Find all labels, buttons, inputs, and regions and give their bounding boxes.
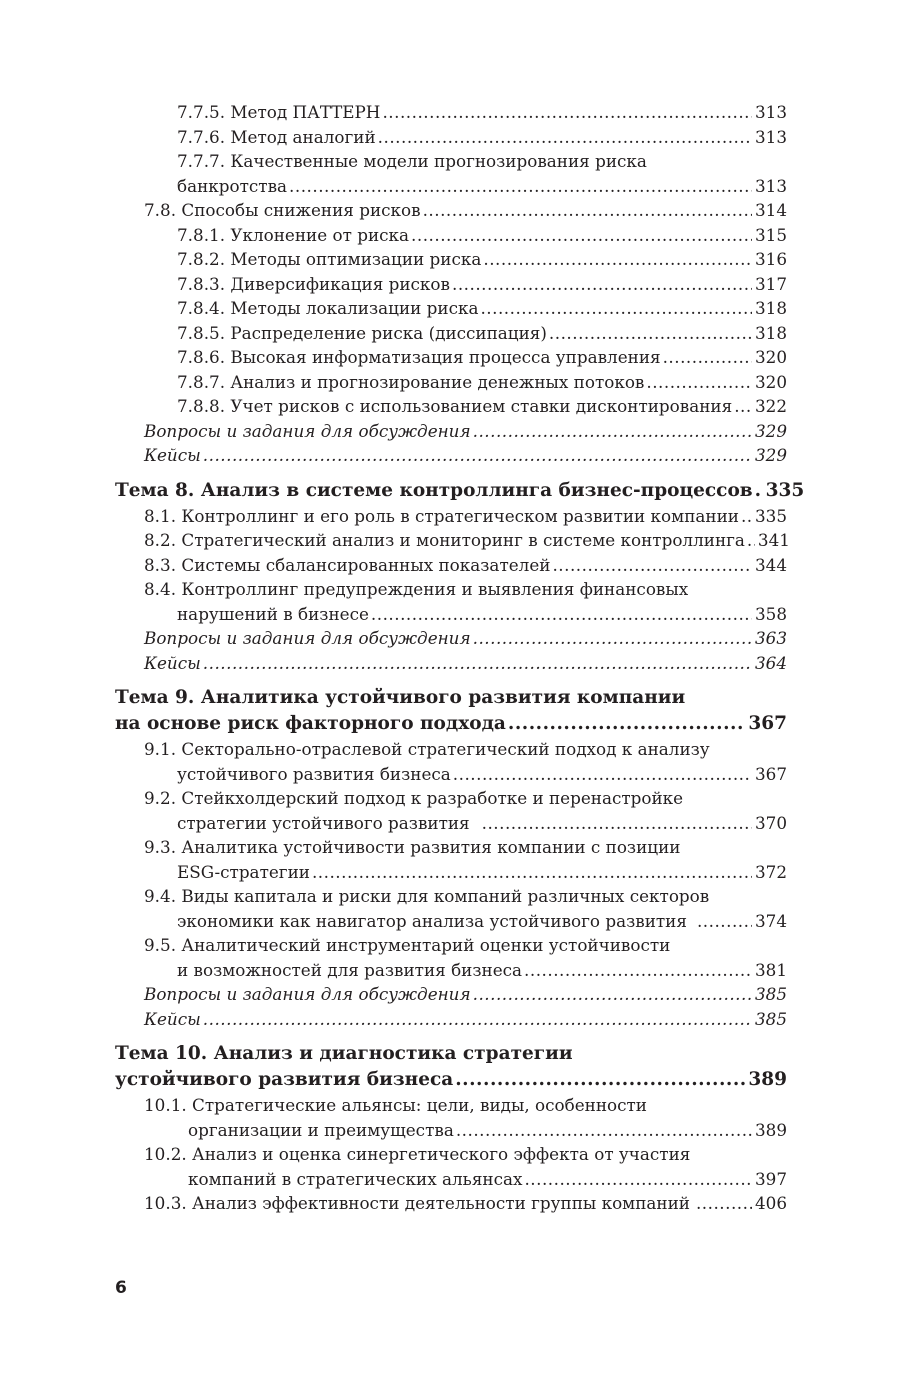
dot-leader xyxy=(549,321,752,346)
toc-entry-page: 313 xyxy=(754,126,787,147)
toc-chapter-title: Тема 8. Анализ в системе контроллинга бизнес-процессов xyxy=(115,479,753,501)
toc-entry-title: Вопросы и задания для обсуждения xyxy=(144,420,471,441)
toc-entry[interactable] xyxy=(115,884,787,933)
toc-entry-title: 7.8.1. Уклонение от риска xyxy=(177,224,410,245)
toc-entry[interactable] xyxy=(115,394,787,419)
toc-chapter[interactable] xyxy=(115,685,787,737)
toc-entry-title-line1: 9.4. Виды капитала и риски для компаний различных секторов xyxy=(144,886,710,906)
toc-entry-line2 xyxy=(115,762,787,787)
toc-entry-title-line1: 10.2. Анализ и оценка синергетического эффекта от участия xyxy=(144,1144,691,1164)
toc-entry-page: 313 xyxy=(754,175,787,196)
dot-leader xyxy=(473,626,752,651)
dot-leader xyxy=(289,174,752,199)
toc-entry-page: 314 xyxy=(754,200,787,220)
toc-entry-title: 7.8.5. Распределение риска (диссипация) xyxy=(177,322,547,343)
toc-entry-title: 7.7.6. Метод аналогий xyxy=(177,126,376,147)
toc-chapter-page: 335 xyxy=(765,479,805,501)
toc-entry-title-line1: 9.2. Стейкхолдерский подход к разработке и перенастройке xyxy=(144,788,684,808)
toc-entry-title: Кейсы xyxy=(144,445,201,465)
toc-entry-page: 385 xyxy=(754,984,787,1004)
dot-leader xyxy=(312,860,752,885)
toc-entry[interactable] xyxy=(115,933,787,982)
toc-entry-page: 341 xyxy=(757,530,790,550)
dot-leader xyxy=(697,909,752,934)
toc-entry-page: 389 xyxy=(754,1119,787,1140)
toc-entry-title-line1: 10.1. Стратегические альянсы: цели, виды, особенности xyxy=(144,1095,647,1115)
toc-entry[interactable] xyxy=(115,1191,787,1216)
toc-entry[interactable] xyxy=(115,1093,787,1142)
toc-chapter-title: на основе риск факторного подхода xyxy=(115,713,506,734)
toc-entry-title: 7.8.2. Методы оптимизации риска xyxy=(177,249,482,269)
toc-entry-page: 318 xyxy=(754,298,787,318)
toc-entry[interactable] xyxy=(115,149,787,198)
toc-entry-title: 7.8.8. Учет рисков с использованием ставки дисконтирования xyxy=(177,396,733,416)
toc-entry[interactable] xyxy=(115,198,787,223)
toc-chapter[interactable] xyxy=(115,478,805,504)
toc-chapter-title-line1: Тема 10. Анализ и диагностика стратегии xyxy=(115,1043,573,1064)
toc-entry[interactable] xyxy=(115,1007,787,1032)
dot-leader xyxy=(552,553,752,578)
dot-leader xyxy=(473,982,752,1007)
dot-leader xyxy=(423,198,752,223)
toc-chapter-page: 389 xyxy=(748,1069,787,1090)
toc-entry-page: 358 xyxy=(754,603,787,624)
dot-leader xyxy=(646,370,752,395)
page-number: 6 xyxy=(115,1278,127,1298)
dot-leader xyxy=(411,223,752,248)
toc-chapter-title: устойчивого развития бизнеса xyxy=(115,1069,454,1090)
toc-entry-title: 7.8.3. Диверсификация рисков xyxy=(177,273,450,294)
toc-chapter-page: 367 xyxy=(748,713,787,734)
toc-entry[interactable] xyxy=(115,737,787,786)
dot-leader xyxy=(203,1007,752,1032)
dot-leader xyxy=(508,711,745,737)
toc-entry-title: организации и преимущества xyxy=(188,1119,454,1140)
toc-chapter[interactable] xyxy=(115,1041,787,1093)
toc-entry-page: 367 xyxy=(754,763,787,784)
toc-entry-title: Кейсы xyxy=(144,1008,201,1029)
toc-entry-title: нарушений в бизнесе xyxy=(177,603,369,624)
toc-entry-page: 381 xyxy=(754,959,787,980)
toc-entry[interactable] xyxy=(115,504,787,529)
toc-entry-page: 370 xyxy=(754,812,787,833)
dot-leader xyxy=(456,1118,752,1143)
toc-entry-page: 318 xyxy=(754,322,787,343)
dot-leader xyxy=(734,394,752,419)
toc-entry[interactable] xyxy=(115,419,787,444)
toc-entry-page: 329 xyxy=(754,445,787,465)
dot-leader xyxy=(203,443,752,468)
toc-entry[interactable] xyxy=(115,577,787,626)
toc-entry-title: 8.1. Контроллинг и его роль в стратегическом развитии компании xyxy=(144,505,739,526)
toc-entry-line2 xyxy=(115,909,787,934)
toc-entry-title-line1: 9.1. Секторально-отраслевой стратегический подход к анализу xyxy=(144,739,710,759)
toc-entry-page: 372 xyxy=(754,861,787,882)
toc-entry-page: 364 xyxy=(754,652,787,673)
toc-entry-line2 xyxy=(115,860,787,885)
toc-entry[interactable] xyxy=(115,786,787,835)
toc-entry-title-line1: 9.5. Аналитический инструментарий оценки устойчивости xyxy=(144,935,671,955)
dot-leader xyxy=(741,504,752,529)
toc-chapter-line2 xyxy=(115,711,787,737)
toc-entry[interactable] xyxy=(115,370,787,395)
toc-entry[interactable] xyxy=(115,223,787,248)
toc-entry[interactable] xyxy=(115,125,787,150)
toc-entry-page: 315 xyxy=(754,224,787,245)
toc-entry[interactable] xyxy=(115,321,787,346)
toc-entry-title: 7.8.4. Методы локализации риска xyxy=(177,298,479,318)
dot-leader xyxy=(371,602,752,627)
toc-entry-page: 363 xyxy=(754,628,787,648)
toc-entry-page: 335 xyxy=(754,505,787,526)
dot-leader xyxy=(696,1191,752,1216)
toc-entry-title: 8.3. Системы сбалансированных показателей xyxy=(144,554,551,575)
toc-entry[interactable] xyxy=(115,835,787,884)
table-of-contents xyxy=(115,100,805,1216)
toc-entry-page: 322 xyxy=(754,396,787,416)
toc-entry-page: 313 xyxy=(754,102,787,122)
toc-entry-title: Вопросы и задания для обсуждения xyxy=(144,984,471,1004)
toc-entry-title: и возможностей для развития бизнеса xyxy=(177,959,523,980)
dot-leader xyxy=(455,1067,745,1093)
dot-leader xyxy=(203,651,752,676)
toc-entry[interactable] xyxy=(115,626,787,651)
toc-entry-line2 xyxy=(115,958,787,983)
toc-entry-page: 344 xyxy=(754,554,787,575)
toc-entry-title: стратегии устойчивого развития xyxy=(177,812,470,833)
toc-entry-title: компаний в стратегических альянсах xyxy=(188,1168,523,1189)
dot-leader xyxy=(453,762,752,787)
dot-leader xyxy=(483,247,752,272)
dot-leader xyxy=(452,272,752,297)
toc-entry-line2 xyxy=(115,602,787,627)
toc-entry-page: 329 xyxy=(754,420,787,441)
toc-entry-page: 320 xyxy=(754,347,787,367)
dot-leader xyxy=(524,1167,752,1192)
toc-entry-page: 385 xyxy=(754,1008,787,1029)
toc-entry-title-line1: 7.7.7. Качественные модели прогнозирования риска xyxy=(177,151,647,171)
toc-entry-title: 7.8. Способы снижения рисков xyxy=(144,200,421,220)
dot-leader xyxy=(378,125,752,150)
dot-leader xyxy=(473,419,752,444)
toc-entry-title: устойчивого развития бизнеса xyxy=(177,763,451,784)
toc-entry-line2 xyxy=(115,174,787,199)
dot-leader xyxy=(663,345,752,370)
toc-entry[interactable] xyxy=(115,100,787,125)
toc-entry-page: 374 xyxy=(754,910,787,931)
dot-leader xyxy=(482,811,752,836)
toc-entry[interactable] xyxy=(115,982,787,1007)
toc-entry-title-line1: 8.4. Контроллинг предупреждения и выявления финансовых xyxy=(144,579,689,599)
toc-entry-page: 406 xyxy=(754,1193,787,1213)
toc-entry[interactable] xyxy=(115,443,787,468)
toc-chapter-title-line1: Тема 9. Аналитика устойчивого развития компании xyxy=(115,687,686,708)
toc-entry-page: 317 xyxy=(754,273,787,294)
toc-chapter-line2 xyxy=(115,1067,787,1093)
dot-leader xyxy=(747,528,755,553)
toc-entry-page: 320 xyxy=(754,371,787,392)
toc-entry-title: 7.8.7. Анализ и прогнозирование денежных потоков xyxy=(177,371,645,392)
toc-entry[interactable] xyxy=(115,272,787,297)
toc-entry[interactable] xyxy=(115,651,787,676)
toc-entry-title: банкротства xyxy=(177,175,288,196)
toc-entry-title: 8.2. Стратегический анализ и мониторинг в системе контроллинга xyxy=(144,530,745,550)
toc-entry-title: 7.8.6. Высокая информатизация процесса управления xyxy=(177,347,661,367)
dot-leader xyxy=(524,958,752,983)
dot-leader xyxy=(382,100,752,125)
toc-entry-line2 xyxy=(115,811,787,836)
toc-entry-title: 7.7.5. Метод ПАТТЕРН xyxy=(177,102,381,122)
toc-entry-title: Кейсы xyxy=(144,652,201,673)
dot-leader xyxy=(480,296,752,321)
toc-entry-page: 316 xyxy=(754,249,787,269)
toc-entry[interactable] xyxy=(115,296,787,321)
toc-entry[interactable] xyxy=(115,528,790,553)
toc-entry[interactable] xyxy=(115,247,787,272)
toc-entry-title: экономики как навигатор анализа устойчивого развития xyxy=(177,910,687,931)
toc-entry[interactable] xyxy=(115,1142,787,1191)
toc-entry-title: Вопросы и задания для обсуждения xyxy=(144,628,471,648)
toc-entry-title-line1: 9.3. Аналитика устойчивости развития компании с позиции xyxy=(144,837,681,857)
toc-entry[interactable] xyxy=(115,553,787,578)
toc-entry-line2 xyxy=(115,1118,787,1143)
toc-entry[interactable] xyxy=(115,345,787,370)
toc-entry-title: 10.3. Анализ эффективности деятельности группы компаний xyxy=(144,1193,690,1213)
toc-entry-title: ESG-стратегии xyxy=(177,861,310,882)
dot-leader xyxy=(755,478,763,504)
toc-entry-line2 xyxy=(115,1167,787,1192)
toc-entry-page: 397 xyxy=(754,1168,787,1189)
